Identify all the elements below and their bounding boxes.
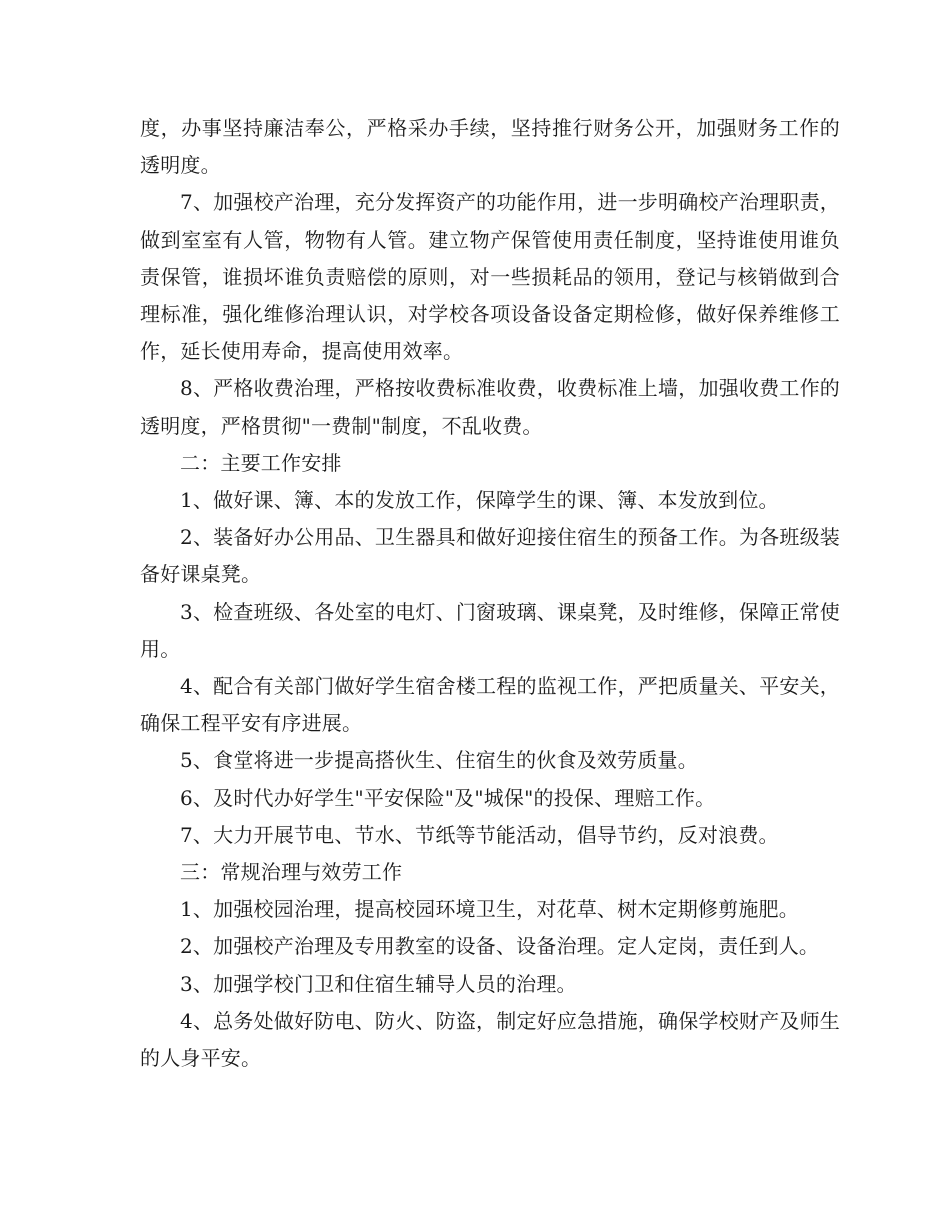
paragraph-work-5: 5、食堂将进一步提高搭伙生、住宿生的伙食及效劳质量。	[180, 748, 698, 773]
paragraph-routine-1: 1、加强校园治理，提高校园环境卫生，对花草、树木定期修剪施肥。	[180, 897, 799, 922]
section-heading-main-work: 二：主要工作安排	[180, 450, 342, 475]
paragraph-item-7: 7、加强校产治理，充分发挥资产的功能作用，进一步明确校产治理职责，做到室室有人管，物物有人管。建立物产保管使用责任制度，坚持谁使用谁负责保管，谁损坏谁负责赔偿的原则，对一些损耗品的领用，登记与核销做到合理标准，强化维修治理认识，对学校各项设备设备定期检修，做好保养维修工作，延长使用寿命，提高使用效率。	[140, 190, 840, 364]
paragraph-item-8: 8、严格收费治理，严格按收费标准收费，收费标准上墙，加强收费工作的透明度，严格贯彻"一费制"制度，不乱收费。	[140, 376, 840, 438]
paragraph-work-1: 1、做好课、簿、本的发放工作，保障学生的课、簿、本发放到位。	[180, 488, 779, 513]
document-body	[140, 110, 840, 1077]
paragraph-work-7: 7、大力开展节电、节水、节纸等节能活动，倡导节约，反对浪费。	[180, 822, 779, 847]
section-heading-routine-service: 三：常规治理与效劳工作	[180, 860, 403, 885]
paragraph-work-3: 3、检查班级、各处室的电灯、门窗玻璃、课桌凳，及时维修，保障正常使用。	[140, 599, 840, 661]
paragraph-routine-2: 2、加强校产治理及专用教室的设备、设备治理。定人定岗，责任到人。	[180, 934, 820, 959]
paragraph-work-4: 4、配合有关部门做好学生宿舍楼工程的监视工作，严把质量关、平安关，确保工程平安有序进展。	[140, 674, 840, 736]
paragraph-work-6: 6、及时代办好学生"平安保险"及"城保"的投保、理赔工作。	[180, 785, 716, 810]
paragraph-routine-3: 3、加强学校门卫和住宿生辅导人员的治理。	[180, 971, 577, 996]
paragraph-continuation: 度，办事坚持廉洁奉公，严格采办手续，坚持推行财务公开，加强财务工作的透明度。	[140, 116, 840, 178]
paragraph-work-2: 2、装备好办公用品、卫生器具和做好迎接住宿生的预备工作。为各班级装备好课桌凳。	[140, 525, 840, 587]
paragraph-routine-4: 4、总务处做好防电、防火、防盗，制定好应急措施，确保学校财产及师生的人身平安。	[140, 1008, 840, 1071]
